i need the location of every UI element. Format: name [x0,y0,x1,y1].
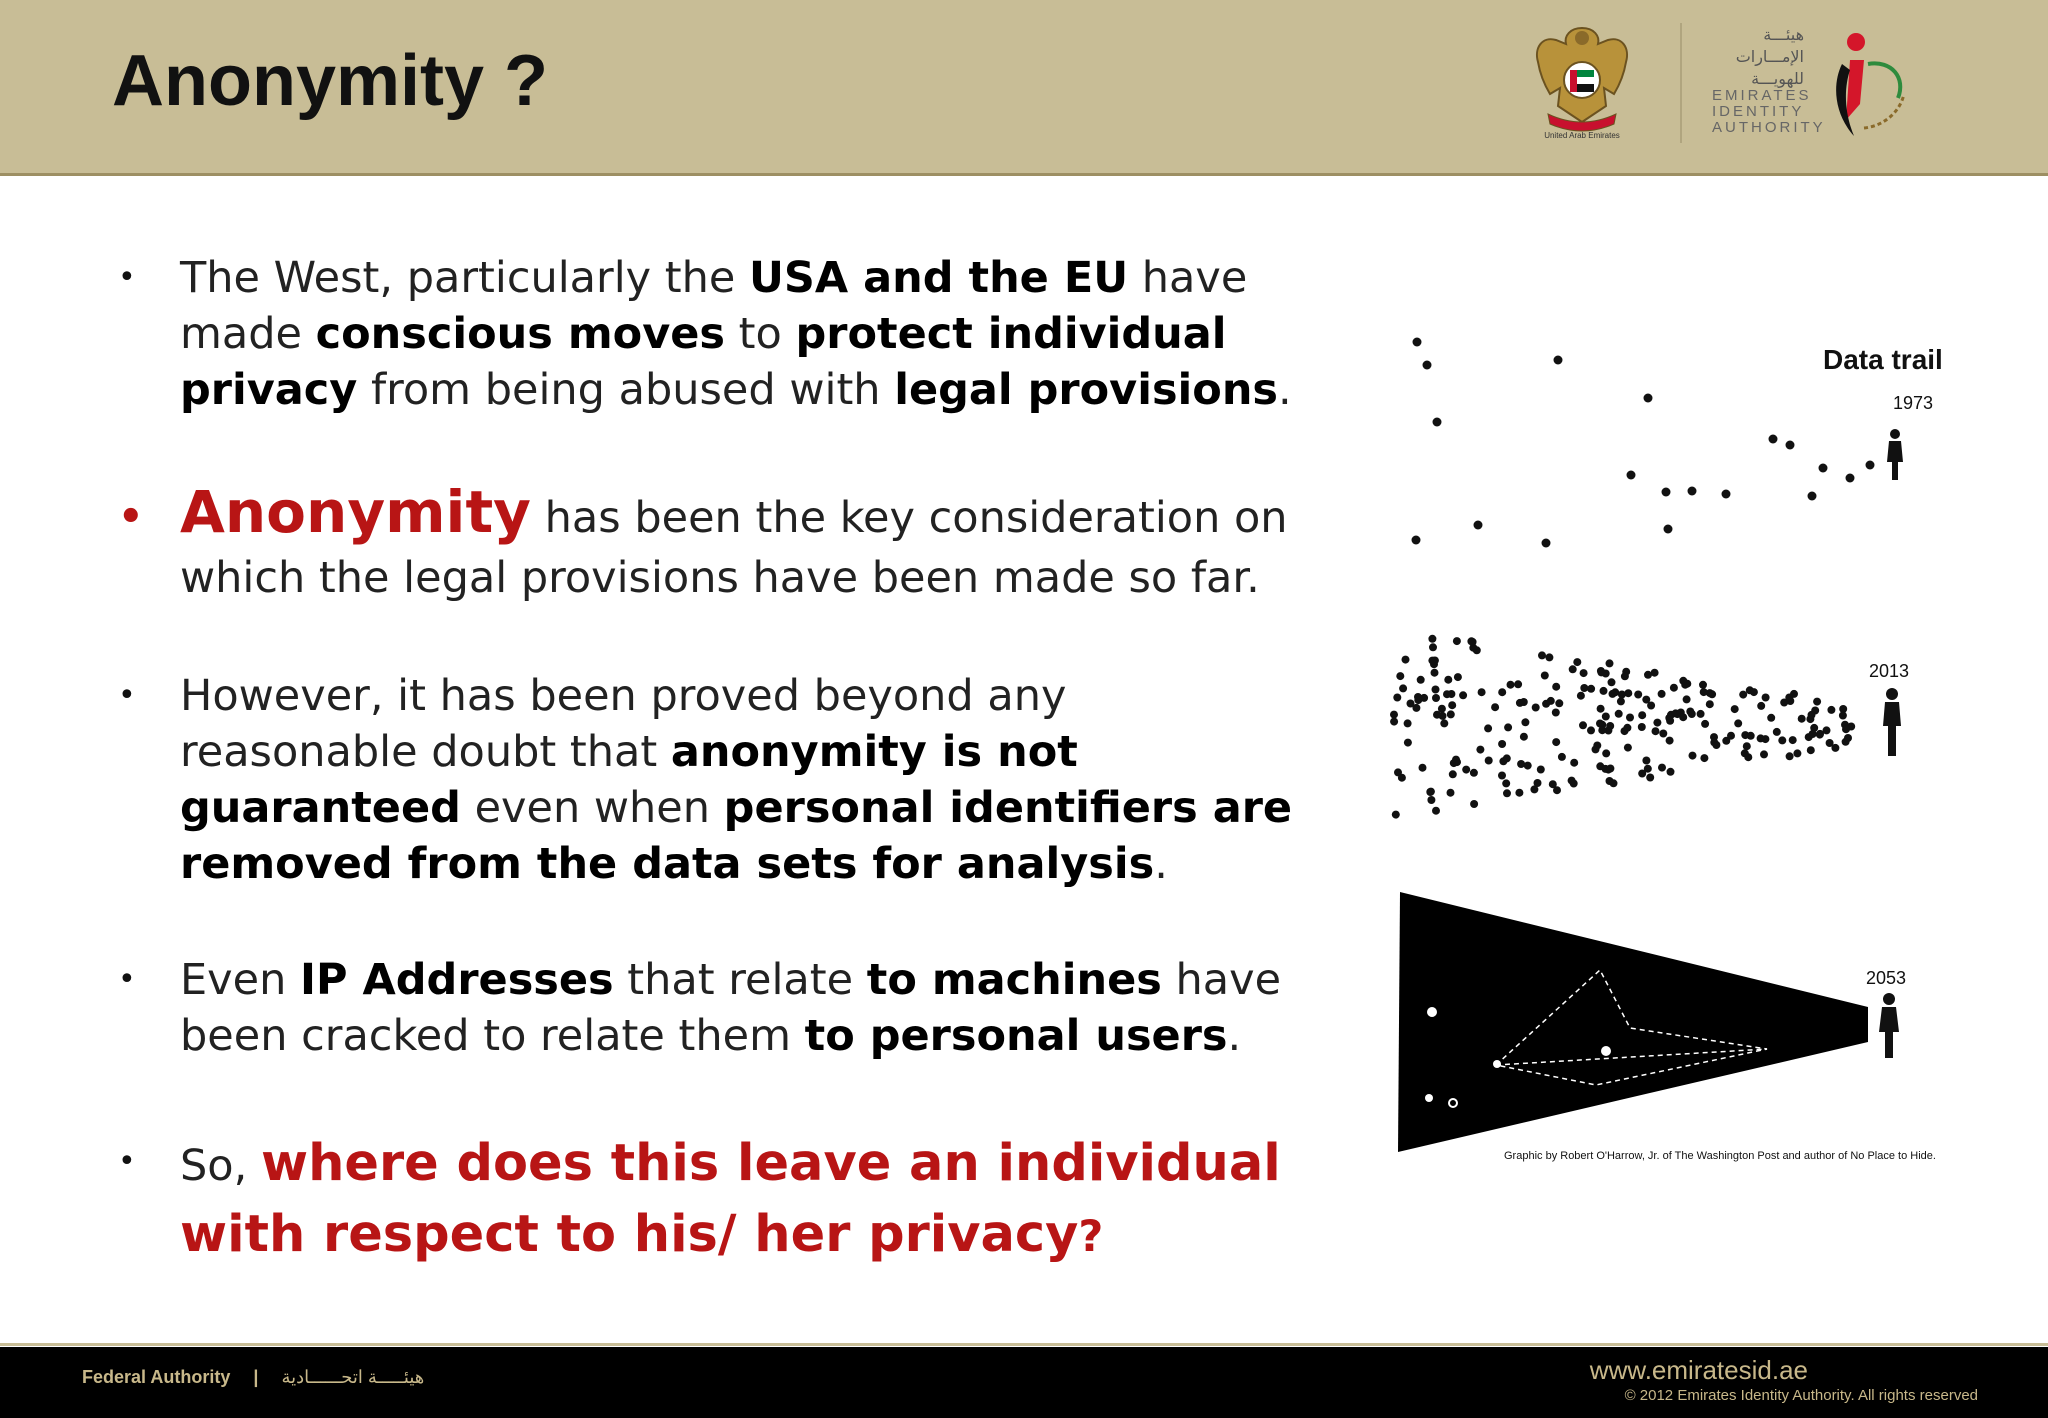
trail-dot [1392,811,1400,819]
trail-dot [1432,686,1440,694]
trail-dot [1428,635,1436,643]
trail-dot [1573,658,1581,666]
trail-dot [1767,714,1775,722]
trail-dot [1568,777,1576,785]
trail-dot [1520,698,1528,706]
trail-dot [1432,694,1440,702]
trail-dot [1502,779,1510,787]
trail-dot [1683,695,1691,703]
trail-dot [1644,671,1652,679]
bullet-text-line: reasonable doubt that anonymity is not [180,727,1078,777]
trail-dot [1608,678,1616,686]
bullet-text-line: been cracked to relate them to personal users. [180,1011,1242,1061]
trail-dot [1689,752,1697,760]
trail-dot [1459,691,1467,699]
trail-dot [1826,739,1834,747]
trail-dot [1429,643,1437,651]
authority-arabic-name: هيئـــة الإمـــارات للهويـــة [1735,25,1804,88]
bullet-text-line: Anonymity has been the key consideration on [180,478,1288,546]
logo-divider [1680,23,1682,143]
trail-dot [1762,694,1770,702]
trail-dot [1476,746,1484,754]
trail-dot [1666,737,1674,745]
bullet-text-line: made conscious moves to protect individual [180,309,1227,359]
trail-dot [1642,696,1650,704]
trail-dot [1530,785,1538,793]
trail-dot [1390,718,1398,726]
trail-dot [1769,435,1778,444]
trail-dot [1428,657,1436,665]
trail-dot [1396,672,1404,680]
trail-dot [1793,749,1801,757]
trail-dot [1670,684,1678,692]
trail-dot [1798,715,1806,723]
trail-dot [1503,754,1511,762]
trail-dot [1598,726,1606,734]
trail-dot [1760,750,1768,758]
trail-dot [1580,669,1588,677]
bullet-text-line: Even IP Addresses that relate to machines have [180,955,1282,1005]
bullet-marker: • [118,678,136,713]
trail-dot [1739,691,1747,699]
trail-dot [1587,726,1595,734]
person-figure-1973 [1887,429,1903,480]
trail-dot [1741,749,1749,757]
bullet-text-line: The West, particularly the USA and the EU have [180,253,1248,303]
trail-dot [1444,676,1452,684]
trail-dot [1554,356,1563,365]
trail-dot [1440,719,1448,727]
bullet-marker: • [118,962,136,997]
trail-dot [1773,728,1781,736]
trail-dot [1634,691,1642,699]
trail-dot [1427,796,1435,804]
trail-dot [1659,730,1667,738]
trail-dot [1701,720,1709,728]
trail-dot [1503,789,1511,797]
trail-dot [1577,692,1585,700]
trail-dot [1462,766,1470,774]
trail-dot [1667,768,1675,776]
trail-dot [1658,764,1666,772]
trail-dot [1570,759,1578,767]
dots-2013 [1390,635,1855,819]
trail-dot [1646,774,1654,782]
footer-website-link[interactable]: www.emiratesid.ae [1589,1355,1808,1385]
trail-dot [1789,736,1797,744]
trail-dot [1699,681,1707,689]
trail-dot [1688,487,1697,496]
trail-dot [1734,719,1742,727]
trail-dot [1478,688,1486,696]
trail-dot [1706,700,1714,708]
trail-dot [1447,789,1455,797]
trail-dot [1491,703,1499,711]
trail-dot [1606,765,1614,773]
trail-dot [1454,673,1462,681]
trail-dot [1621,672,1629,680]
trail-dot [1644,394,1653,403]
trail-dot [1700,688,1708,696]
trail-dot [1844,734,1852,742]
trail-dot [1520,733,1528,741]
trail-dot [1823,726,1831,734]
trail-dot [1722,490,1731,499]
bullet-marker: • [118,1144,136,1179]
trail-dot [1710,738,1718,746]
trail-dot [1627,471,1636,480]
trail-dot [1579,721,1587,729]
trail-dot [1626,714,1634,722]
trail-dot [1532,704,1540,712]
trail-dot [1606,722,1614,730]
trail-dot [1786,752,1794,760]
trail-dot [1407,700,1415,708]
trail-dot [1866,461,1875,470]
trail-dot [1741,731,1749,739]
trail-dot [1498,688,1506,696]
trail-dot [1743,742,1751,750]
trail-dot [1846,474,1855,483]
trail-dot [1413,338,1422,347]
trail-dot [1617,697,1625,705]
trail-dot [1602,713,1610,721]
trail-dot [1470,769,1478,777]
trail-dot [1547,697,1555,705]
trail-dot [1816,731,1824,739]
trail-dot [1538,651,1546,659]
dots-1973 [1412,338,1875,548]
trail-dot [1615,710,1623,718]
trail-dot [1448,701,1456,709]
trail-dot [1404,719,1412,727]
trail-dot [1474,521,1483,530]
bullet-marker: • [118,260,136,295]
slide-title: Anonymity ? [112,41,549,121]
trail-dot [1750,688,1758,696]
bullet-text-line: removed from the data sets for analysis. [180,839,1168,889]
trail-dot [1417,676,1425,684]
trail-dot [1431,669,1439,677]
trail-dot [1606,659,1614,667]
footer-rule [0,1343,2048,1346]
trail-dot [1658,690,1666,698]
trail-dot [1666,717,1674,725]
trail-dot [1537,766,1545,774]
trail-dot [1552,738,1560,746]
emblem-caption: United Arab Emirates [1544,131,1620,140]
trail-dot [1504,723,1512,731]
trail-dot [1541,672,1549,680]
trail-dot [1708,690,1716,698]
trail-dot [1507,681,1515,689]
trail-dot [1433,711,1441,719]
slide-header [0,0,2048,176]
person-figure-2053 [1879,993,1899,1058]
trail-dot [1731,705,1739,713]
trail-dot [1423,361,1432,370]
trail-dot [1623,724,1631,732]
trail-dot [1453,637,1461,645]
trail-dot [1521,718,1529,726]
trail-dot [1515,789,1523,797]
trail-dot [1757,702,1765,710]
footer-authority: Federal Authority | هيئـــــة اتحــــــادية [82,1367,425,1387]
trail-dot [1514,680,1522,688]
trail-dot [1618,691,1626,699]
trail-dot [1587,685,1595,693]
graphic-title: Data trail [1823,344,1943,375]
trail-dot [1808,492,1817,501]
trail-dot [1402,656,1410,664]
trail-dot [1808,711,1816,719]
trail-dot [1700,754,1708,762]
authority-english-name: EMIRATES IDENTITY AUTHORITY [1712,87,1826,136]
trail-dot [1679,677,1687,685]
trail-dot [1552,683,1560,691]
trail-dot [1597,705,1605,713]
anonymity-keyword: Anonymity [180,478,531,546]
trail-dot [1813,698,1821,706]
trail-dot [1597,668,1605,676]
trail-dot [1757,734,1765,742]
trail-dot [1610,779,1618,787]
uae-emblem-logo [1530,18,1634,144]
trail-dot [1542,539,1551,548]
trail-dot [1652,727,1660,735]
trail-dot [1786,441,1795,450]
eida-logo-mark [1814,24,1914,144]
trail-dot [1842,725,1850,733]
graphic-credit: Graphic by Robert O'Harrow, Jr. of The Washington Post and author of No Place to Hide. [1504,1150,1936,1162]
year-label-2053: 2053 [1866,968,1907,988]
trail-dot [1452,756,1460,764]
trail-dot [1419,764,1427,772]
trail-dot [1679,713,1687,721]
trail-dot [1785,694,1793,702]
trail-dot [1414,693,1422,701]
trail-dot [1485,757,1493,765]
trail-dot [1443,690,1451,698]
trail-dot [1432,807,1440,815]
trail-dot [1580,684,1588,692]
trail-dot [1498,772,1506,780]
year-label-1973: 1973 [1893,393,1934,413]
trail-dot [1602,749,1610,757]
bullet-text-line: privacy from being abused with legal provisions. [180,365,1292,415]
trail-dot [1555,699,1563,707]
trail-dot [1569,665,1577,673]
trail-dot [1638,770,1646,778]
data-trail-graphic [1380,322,2000,1182]
bullet-text-line: which the legal provisions have been made so far. [180,553,1260,603]
trail-dot [1498,740,1506,748]
trail-dot [1545,653,1553,661]
trail-dot [1778,736,1786,744]
trail-dot [1827,706,1835,714]
trail-dot [1449,770,1457,778]
trail-dot [1552,709,1560,717]
trail-dot [1398,774,1406,782]
trail-dot [1653,719,1661,727]
bullet-text-line: with respect to his/ her privacy? [180,1205,1104,1264]
bullet-text-line: However, it has been proved beyond any [180,671,1067,721]
trail-dot [1624,744,1632,752]
trail-dot [1809,730,1817,738]
trail-dot [1469,638,1477,646]
trail-dot [1412,536,1421,545]
footer-copyright: © 2012 Emirates Identity Authority. All rights reserved [1624,1387,1978,1404]
wedge-2053 [1398,892,1868,1152]
trail-dot [1662,488,1671,497]
bullet-text-line: guaranteed even when personal identifiers are [180,783,1293,833]
person-figure-2013 [1883,688,1901,756]
trail-dot [1484,724,1492,732]
trail-dot [1433,418,1442,427]
trail-dot [1638,711,1646,719]
trail-dot [1697,710,1705,718]
trail-dot [1517,760,1525,768]
year-label-2013: 2013 [1869,661,1910,681]
trail-dot [1399,684,1407,692]
slide-footer [0,1347,2048,1418]
trail-dot [1447,710,1455,718]
trail-dot [1390,711,1398,719]
trail-dot [1470,800,1478,808]
trail-dot [1404,739,1412,747]
trail-dot [1609,690,1617,698]
trail-dot [1592,745,1600,753]
trail-dot [1558,753,1566,761]
trail-dot [1688,710,1696,718]
trail-dot [1600,687,1608,695]
trail-dot [1819,464,1828,473]
trail-dot [1426,788,1434,796]
trail-dot [1553,786,1561,794]
trail-dot [1664,525,1673,534]
bullet-text-line: So, where does this leave an individual [180,1134,1281,1193]
trail-dot [1638,723,1646,731]
trail-dot [1727,732,1735,740]
trail-dot [1807,746,1815,754]
trail-dot [1393,694,1401,702]
bullet-marker: • [118,494,144,540]
trail-dot [1839,712,1847,720]
trail-dot [1642,757,1650,765]
logo-group [1530,18,1950,148]
